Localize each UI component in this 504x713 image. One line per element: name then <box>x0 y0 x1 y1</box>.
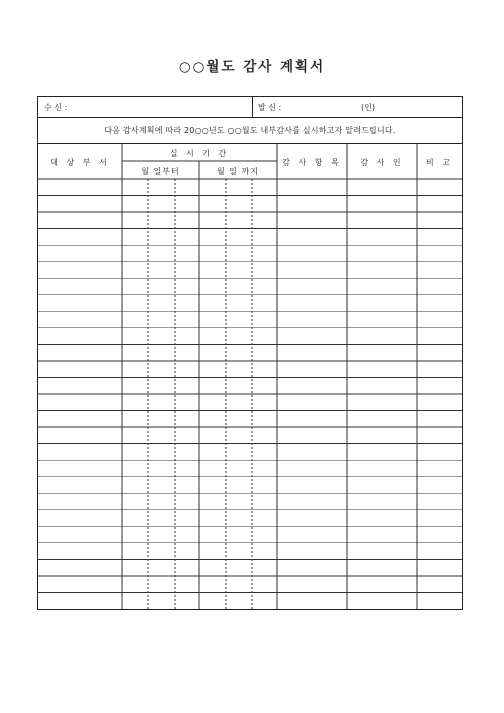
header-to: 월 일 까지 <box>217 167 259 176</box>
header-from: 월 일부터 <box>141 167 180 176</box>
header-department: 대 상 부 서 <box>50 158 110 167</box>
header-auditor: 감 사 인 <box>360 158 404 167</box>
header-remarks: 비 고 <box>426 158 453 167</box>
audit-plan-form <box>37 96 463 610</box>
document-title: ○○월도 감사 계획서 <box>178 59 326 75</box>
header-period: 실 시 기 간 <box>169 149 230 158</box>
recipient-label: 수 신 : <box>44 103 68 112</box>
seal-label: (인) <box>361 103 375 112</box>
notice-text: 다음 감사계획에 따라 20○○년도 ○○월도 내부감사를 실시하고자 알려드립니다. <box>38 118 462 144</box>
header-items: 감 사 항 목 <box>282 158 342 167</box>
sender-label: 발 신 : <box>258 103 282 112</box>
